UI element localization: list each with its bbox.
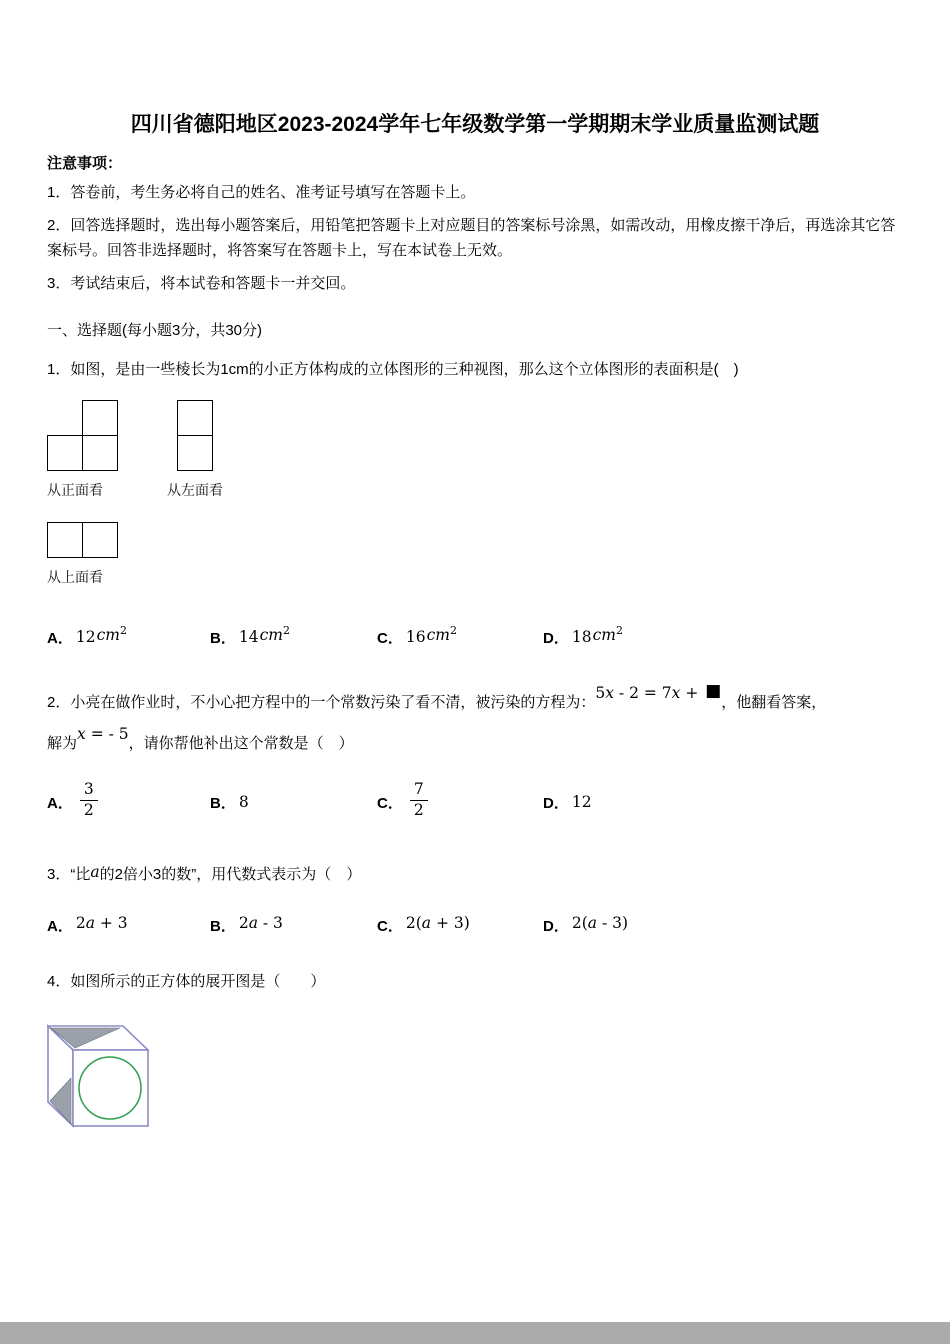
question-3 xyxy=(47,862,903,936)
stem-text: ，他翻看答案， xyxy=(721,693,827,711)
fraction-7-2 xyxy=(410,781,428,820)
expression xyxy=(406,914,470,932)
expr-post: - 3) xyxy=(597,914,629,933)
question-2 xyxy=(47,680,903,822)
option-value: 18 xyxy=(571,628,592,647)
option-letter: B． xyxy=(210,629,236,647)
option-letter: C． xyxy=(377,917,403,935)
expr-post: + 3) xyxy=(431,914,470,933)
option-value: 12 xyxy=(571,793,592,812)
option-letter: C． xyxy=(377,629,403,647)
option-letter: A． xyxy=(47,794,73,812)
notice-section xyxy=(47,152,903,296)
expr-pre: 2 xyxy=(238,914,249,933)
section-heading: 一、选择题(每小题3分，共30分) xyxy=(47,322,263,340)
option-1-b xyxy=(210,624,377,648)
option-3-c xyxy=(377,915,543,936)
option-value: 14 xyxy=(238,628,259,647)
question-4 xyxy=(47,970,903,1132)
blot-square: ■ xyxy=(705,680,722,701)
stem-text: ，请你帮他补出这个常数是（ ） xyxy=(128,735,354,753)
notice-item-3: 3．考试结束后，将本试卷和答题卡一并交回。 xyxy=(47,274,356,292)
cm-unit: cm xyxy=(592,626,616,645)
stem-text: 的2倍小3的数”，用代数式表示为（ ） xyxy=(99,865,362,883)
cube-figure-wrap xyxy=(47,1024,903,1132)
cm-unit: cm xyxy=(259,626,283,645)
option-letter: D． xyxy=(543,917,569,935)
stem-text: 2．小亮在做作业时，不小心把方程中的一个常数污染了看不清，被污染的方程为： xyxy=(47,693,596,711)
squared-sup: 2 xyxy=(119,624,127,638)
unit-wrap xyxy=(427,624,457,644)
question-3-stem xyxy=(47,862,903,887)
option-letter: A． xyxy=(47,917,73,935)
option-1-d xyxy=(543,624,903,648)
stem-var: a xyxy=(90,862,100,881)
left-view-label: 从左面看 xyxy=(167,481,223,498)
fraction-3-2 xyxy=(80,781,98,820)
question-2-stem-line-1 xyxy=(47,680,903,716)
front-view-diagram xyxy=(47,400,119,472)
unit-wrap xyxy=(260,624,290,644)
eq-plus: + xyxy=(680,683,704,702)
top-view-label: 从上面看 xyxy=(47,568,103,585)
question-3-options xyxy=(47,915,903,936)
expr-var: a xyxy=(421,914,432,933)
top-view-group xyxy=(47,522,903,587)
expr-var: a xyxy=(85,914,95,933)
cube-figure xyxy=(47,1024,149,1128)
expression xyxy=(239,914,283,932)
expr-pre: 2( xyxy=(571,914,588,933)
stem-text: 3．“比 xyxy=(47,865,91,883)
top-view-diagram xyxy=(47,522,119,559)
option-2-a xyxy=(47,780,210,822)
denominator: 2 xyxy=(413,800,424,819)
denominator: 2 xyxy=(83,800,94,819)
question-2-options xyxy=(47,780,903,822)
front-view-label: 从正面看 xyxy=(47,481,103,498)
sol-var: x xyxy=(77,725,86,744)
option-value: 16 xyxy=(405,628,426,647)
front-view-group xyxy=(47,400,119,500)
solution-equation xyxy=(77,722,129,748)
eq-var: x xyxy=(605,683,614,702)
option-letter: D． xyxy=(543,629,569,647)
option-letter: C． xyxy=(377,794,403,812)
cube-front-face xyxy=(73,1050,148,1126)
option-letter: B． xyxy=(210,794,236,812)
expr-post: + 3 xyxy=(94,914,128,933)
option-2-b xyxy=(210,792,377,813)
question-1 xyxy=(47,358,903,648)
option-letter: B． xyxy=(210,917,236,935)
squared-sup: 2 xyxy=(449,624,457,638)
option-letter: D． xyxy=(543,794,569,812)
question-1-stem: 1．如图，是由一些棱长为1cm的小正方体构成的立体图形的三种视图，那么这个立体图形的表面积是( ) xyxy=(47,360,739,378)
left-view-group xyxy=(167,400,223,500)
cm-unit: cm xyxy=(96,626,120,645)
sol-value: = - 5 xyxy=(85,725,129,744)
expr-var: a xyxy=(248,914,258,933)
squared-sup: 2 xyxy=(615,624,623,638)
option-2-d xyxy=(543,792,903,813)
option-2-c xyxy=(377,780,543,822)
expr-var: a xyxy=(587,914,598,933)
option-value: 12 xyxy=(75,628,96,647)
expr-post: - 3 xyxy=(257,914,283,933)
option-value: 8 xyxy=(238,793,249,812)
expression xyxy=(572,914,628,932)
question-1-options xyxy=(47,624,903,648)
option-1-a xyxy=(47,624,210,648)
option-3-a xyxy=(47,915,210,936)
unit-wrap xyxy=(97,624,127,644)
option-1-c xyxy=(377,624,543,648)
views-row xyxy=(47,400,903,500)
numerator: 7 xyxy=(410,781,428,801)
option-3-b xyxy=(210,915,377,936)
page-title: 四川省德阳地区2023-2024学年七年级数学第一学期期末学业质量监测试题 xyxy=(130,113,820,136)
expression xyxy=(76,914,128,932)
notice-item-1: 1．答卷前，考生务必将自己的姓名、准考证号填写在答题卡上。 xyxy=(47,184,476,202)
blotted-equation xyxy=(595,681,721,707)
numerator: 3 xyxy=(80,781,98,801)
question-4-stem: 4．如图所示的正方体的展开图是（ ） xyxy=(47,972,326,990)
page-bottom-gap xyxy=(0,1322,950,1344)
eq-coef: 5 xyxy=(595,683,606,702)
eq-mid: - 2 = 7 xyxy=(613,683,672,702)
option-letter: A． xyxy=(47,629,73,647)
expr-pre: 2( xyxy=(405,914,422,933)
expr-pre: 2 xyxy=(75,914,86,933)
cm-unit: cm xyxy=(426,626,450,645)
notice-item-2: 2．回答选择题时，选出每小题答案后，用铅笔把答题卡上对应题目的答案标号涂黑，如需改动，用橡皮擦干净后，再选涂其它答案标号。回答非选择题时，将答案写在答题卡上，写在本试卷上无效。 xyxy=(47,216,896,260)
left-view-diagram xyxy=(177,400,214,472)
squared-sup: 2 xyxy=(282,624,290,638)
question-2-stem-line-2 xyxy=(47,725,903,757)
stem-text: 解为 xyxy=(47,735,78,753)
option-3-d xyxy=(543,915,903,936)
notice-heading: 注意事项： xyxy=(47,155,123,173)
eq-var: x xyxy=(671,683,681,702)
unit-wrap xyxy=(593,624,623,644)
